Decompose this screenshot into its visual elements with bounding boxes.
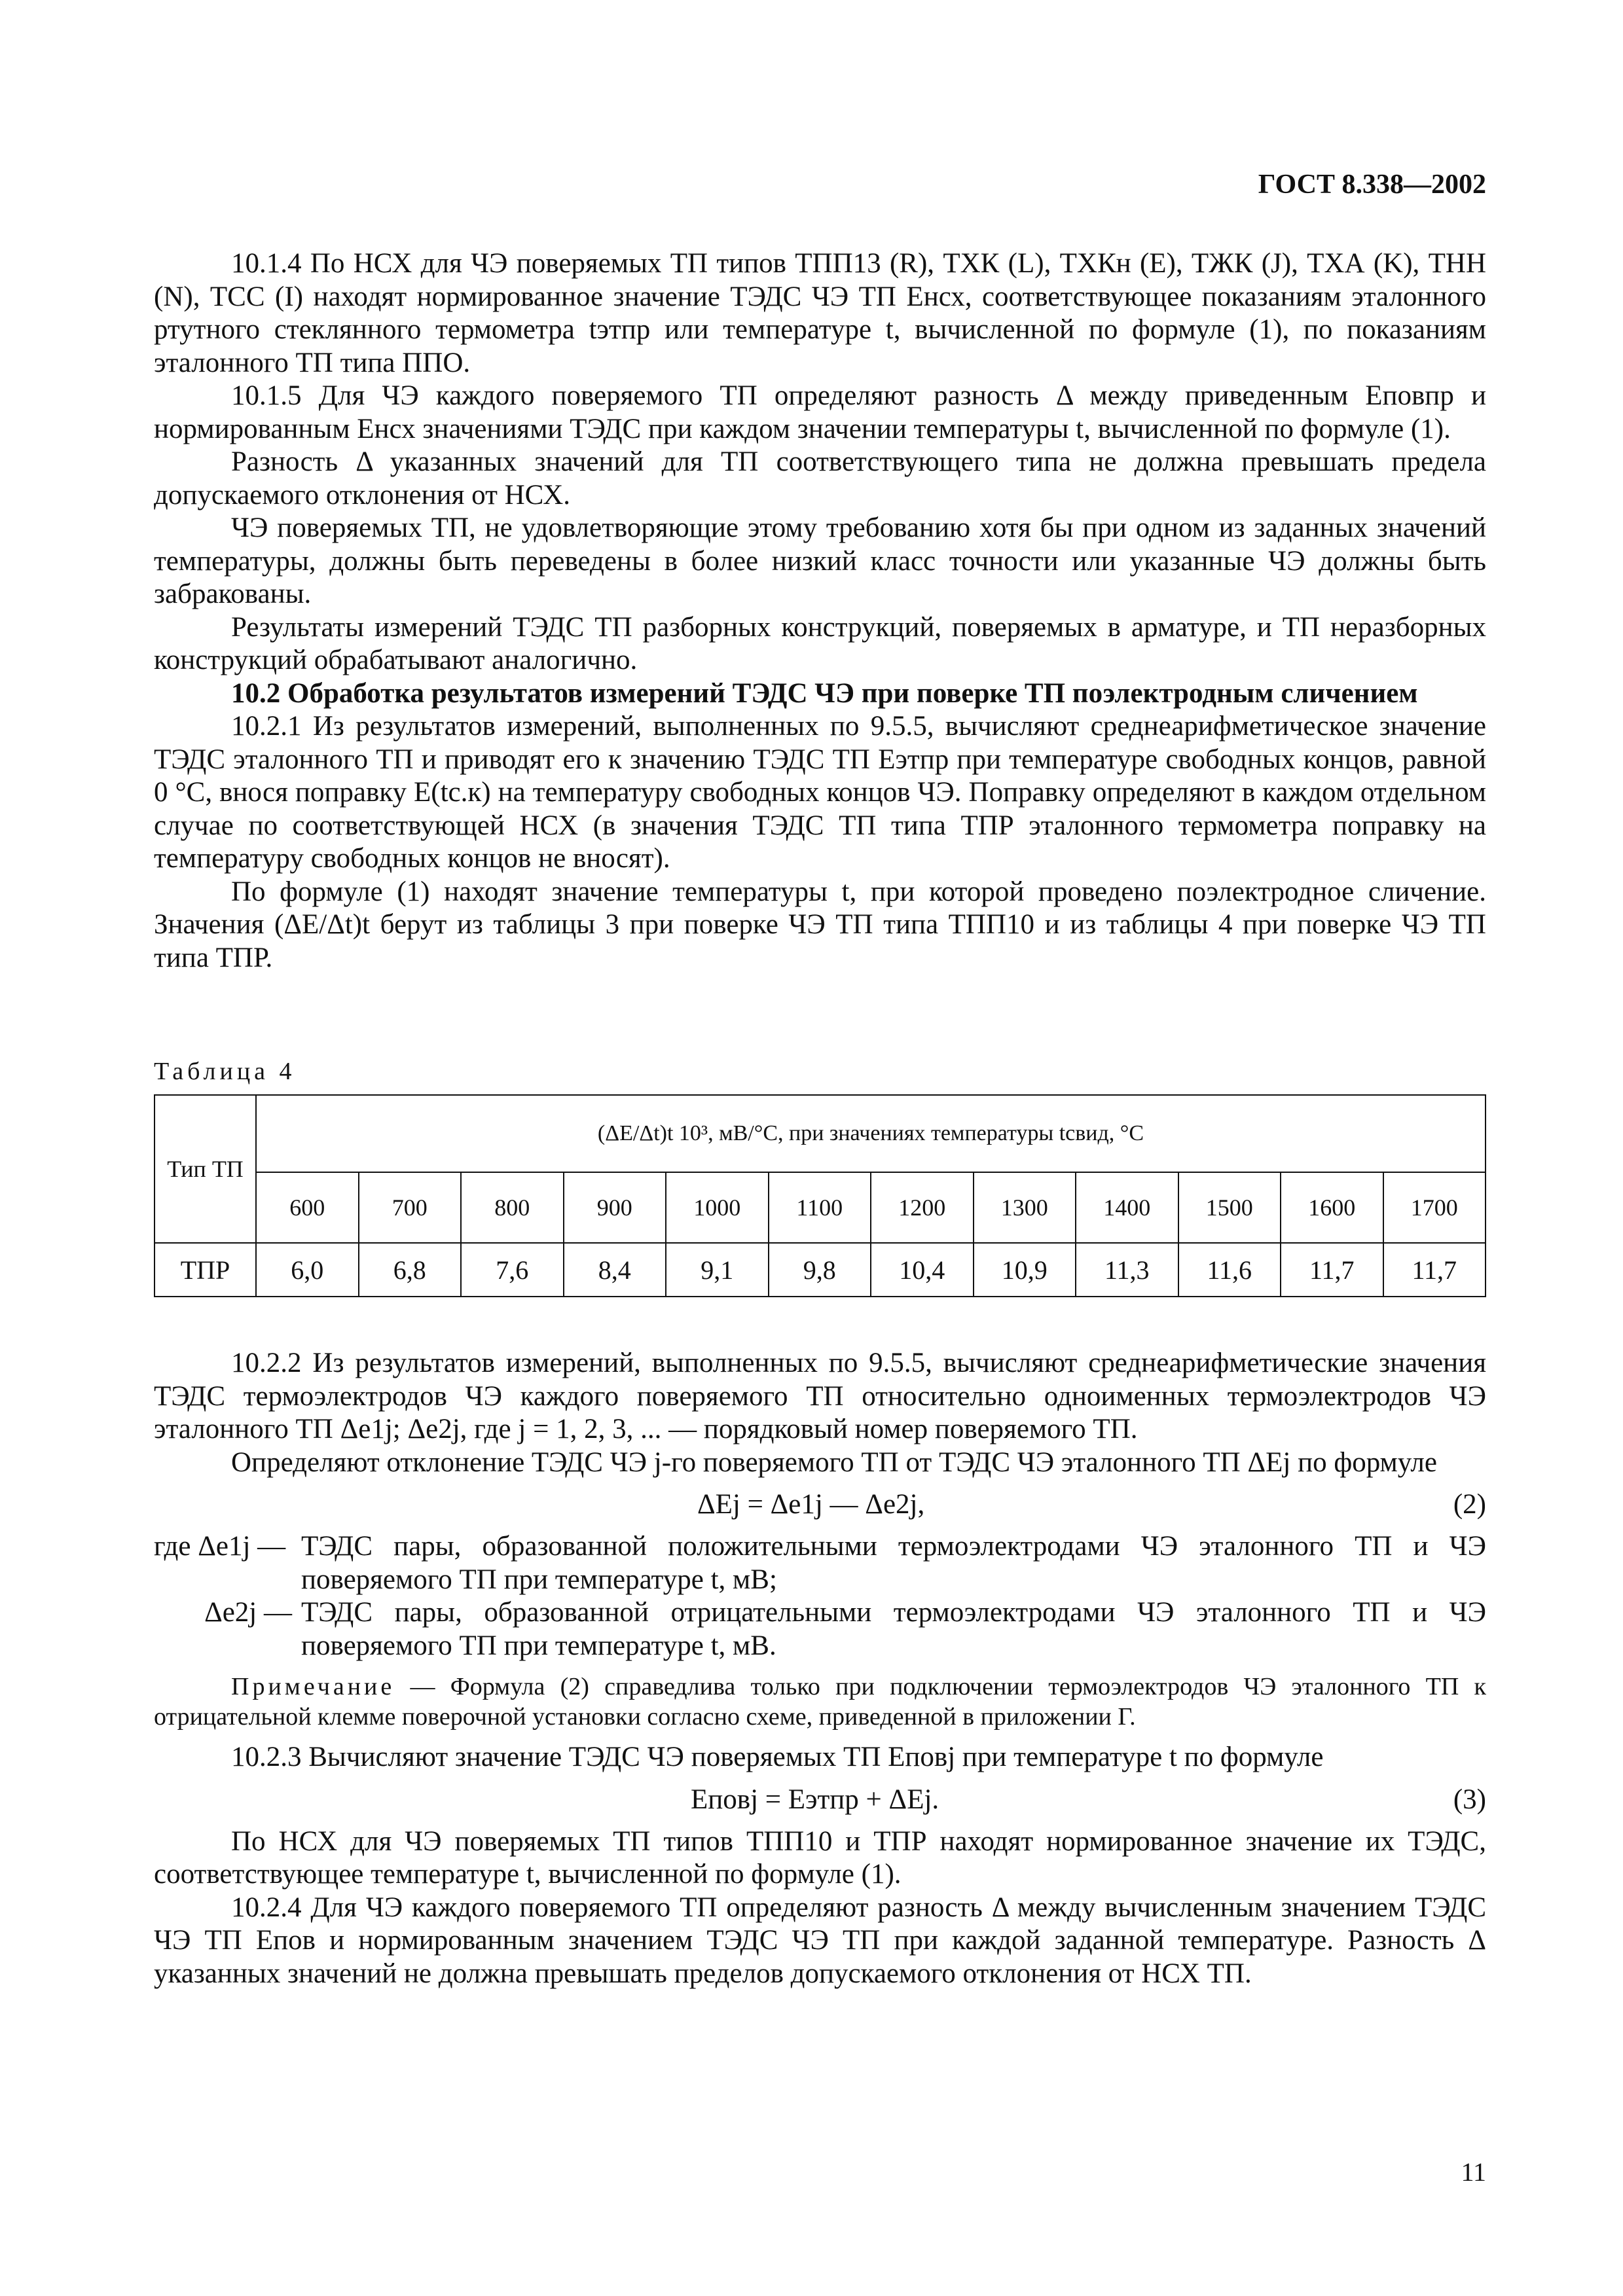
paragraph: 10.2.1 Из результатов измерений, выполненных по 9.5.5, вычисляют среднеарифметическое значение ТЭДС эталонного ТП и приводят его к значению ТЭДС ТП Eэтпр при температуре свободных концов, равной 0 °С, внося поправку E(tс.к) на температуру свободных концов ЧЭ. Поправку определяют в каждом отдельном случае по соответствующей НСХ (в значения ТЭДС ТП типа ТПР эталонного термометра поправку на температуру свободных концов не вносят). — [154, 711, 1486, 874]
table-cell-value: 6,0 — [256, 1243, 359, 1297]
legend-label: Δe2j — — [204, 1597, 292, 1628]
note-label: Примечание — [231, 1673, 395, 1700]
table-cell-value: 11,3 — [1076, 1243, 1178, 1297]
paragraph: По формуле (1) находят значение температуры t, при которой проведено поэлектродное сличение. Значения (ΔE/Δt)t берут из таблицы 3 при поверке ЧЭ ТП типа ТПП10 и из таблицы 4 при поверке ЧЭ ТП типа ТПР. — [154, 876, 1486, 973]
table-caption: Таблица 4 — [154, 1058, 296, 1085]
paragraph: По НСХ для ЧЭ поверяемых ТП типов ТПП10 и ТПР находят нормированное значение их ТЭДС, соответствующее температуре t, вычисленной по формуле (1). — [154, 1825, 1486, 1890]
legend-label: где Δe1j — — [154, 1531, 286, 1562]
section-heading: 10.2 Обработка результатов измерений ТЭДС ЧЭ при поверке ТП поэлектродным сличением — [231, 677, 1418, 709]
table-temp-header: 1000 — [666, 1172, 769, 1243]
page-number: 11 — [1461, 2157, 1486, 2187]
paragraph: 10.2.3 Вычисляют значение ТЭДС ЧЭ поверяемых ТП Eповj при температуре t по формуле — [231, 1742, 1324, 1772]
table-header-type: Тип ТП — [155, 1095, 256, 1243]
table-cell-value: 11,6 — [1178, 1243, 1281, 1297]
formula-2 — [154, 1479, 1486, 1530]
table-cell-value: 11,7 — [1281, 1243, 1383, 1297]
table-cell-type: ТПР — [155, 1243, 256, 1297]
table-temp-header: 900 — [564, 1172, 666, 1243]
table-cell-value: 7,6 — [461, 1243, 564, 1297]
formula-3-number: (3) — [1453, 1784, 1486, 1815]
body-bottom — [154, 1347, 1486, 1990]
table-4 — [154, 1094, 1486, 1297]
formula-2-number: (2) — [1453, 1489, 1486, 1520]
table-cell-value: 10,9 — [974, 1243, 1076, 1297]
document-header: ГОСТ 8.338—2002 — [1258, 170, 1486, 200]
document-page — [154, 0, 1486, 2296]
table-temp-header: 1300 — [974, 1172, 1076, 1243]
table-temp-header: 1500 — [1178, 1172, 1281, 1243]
legend-text: ТЭДС пары, образованной отрицательными термоэлектродами ЧЭ эталонного ТП и ЧЭ поверяемого ТП при температуре t, мВ. — [301, 1597, 1486, 1661]
paragraph: ЧЭ поверяемых ТП, не удовлетворяющие этому требованию хотя бы при одном из заданных значений температуры, должны быть переведены в более низкий класс точности или указанные ЧЭ должны быть забракованы. — [154, 512, 1486, 609]
paragraph: 10.1.5 Для ЧЭ каждого поверяемого ТП определяют разность Δ между приведенным Eповпр и нормированным Eнсх значениями ТЭДС при каждом значении температуры t, вычисленной по формуле (1). — [154, 380, 1486, 444]
table-temp-header: 800 — [461, 1172, 564, 1243]
table-temp-header: 1400 — [1076, 1172, 1178, 1243]
table-temp-header: 1100 — [769, 1172, 871, 1243]
formula-legend — [154, 1530, 1486, 1662]
formula-3-expression: Eповj = Eэтпр + ΔEj. — [691, 1784, 939, 1815]
table-cell-value: 11,7 — [1383, 1243, 1486, 1297]
table-cell-value: 9,8 — [769, 1243, 871, 1297]
paragraph: 10.1.4 По НСХ для ЧЭ поверяемых ТП типов ТПП13 (R), ТХК (L), ТХКн (E), ТЖК (J), ТХА (K), ТНН (N), ТСС (I) находят нормированное значение ТЭДС ЧЭ ТП Eнсх, соответствующее показаниям эталонного ртутного стеклянного термометра tэтпр или температуре t, вычисленной по формуле (1), по показаниям эталонного ТП типа ППО. — [154, 248, 1486, 378]
table-cell-value: 9,1 — [666, 1243, 769, 1297]
formula-2-expression: ΔEj = Δe1j — Δe2j, — [697, 1489, 925, 1520]
table-cell-value: 8,4 — [564, 1243, 666, 1297]
table-temp-header: 1700 — [1383, 1172, 1486, 1243]
paragraph: 10.2.4 Для ЧЭ каждого поверяемого ТП определяют разность Δ между вычисленным значением ТЭДС ЧЭ ТП Eпов и нормированным значением ТЭДС ЧЭ ТП при каждой заданной температуре. Разность Δ указанных значений не должна превышать пределов допускаемого отклонения от НСХ ТП. — [154, 1892, 1486, 1989]
table-temp-header: 600 — [256, 1172, 359, 1243]
note — [154, 1672, 1486, 1732]
table-temp-header: 1200 — [871, 1172, 974, 1243]
paragraph: Определяют отклонение ТЭДС ЧЭ j-го поверяемого ТП от ТЭДС ЧЭ эталонного ТП ΔEj по формуле — [231, 1446, 1437, 1478]
legend-text: ТЭДС пары, образованной положительными термоэлектродами ЧЭ эталонного ТП и ЧЭ поверяемого ТП при температуре t, мВ; — [301, 1531, 1486, 1595]
table-group-header: (ΔE/Δt)t 10³, мВ/°С, при значениях температуры tсвид, °С — [256, 1095, 1486, 1172]
formula-3 — [154, 1774, 1486, 1825]
table-cell-value: 6,8 — [359, 1243, 462, 1297]
paragraph: 10.2.2 Из результатов измерений, выполненных по 9.5.5, вычисляют среднеарифметические значения ТЭДС термоэлектродов ЧЭ каждого поверяемого ТП относительно одноименных термоэлектродов ЧЭ эталонного ТП Δe1j; Δe2j, где j = 1, 2, 3, ... — порядковый номер поверяемого ТП. — [154, 1348, 1486, 1444]
table-cell-value: 10,4 — [871, 1243, 974, 1297]
paragraph: Разность Δ указанных значений для ТП соответствующего типа не должна превышать предела допускаемого отклонения от НСХ. — [154, 446, 1486, 511]
body-top — [154, 247, 1486, 975]
paragraph: Результаты измерений ТЭДС ТП разборных конструкций, поверяемых в арматуре, и ТП неразборных конструкций обрабатывают аналогично. — [154, 611, 1486, 675]
table-temp-header: 1600 — [1281, 1172, 1383, 1243]
table-temp-header: 700 — [359, 1172, 462, 1243]
note-text: — Формула (2) справедлива только при подключении термоэлектродов ЧЭ эталонного ТП к отрицательной клемме поверочной установки согласно схеме, приведенной в приложении Г. — [154, 1673, 1486, 1731]
